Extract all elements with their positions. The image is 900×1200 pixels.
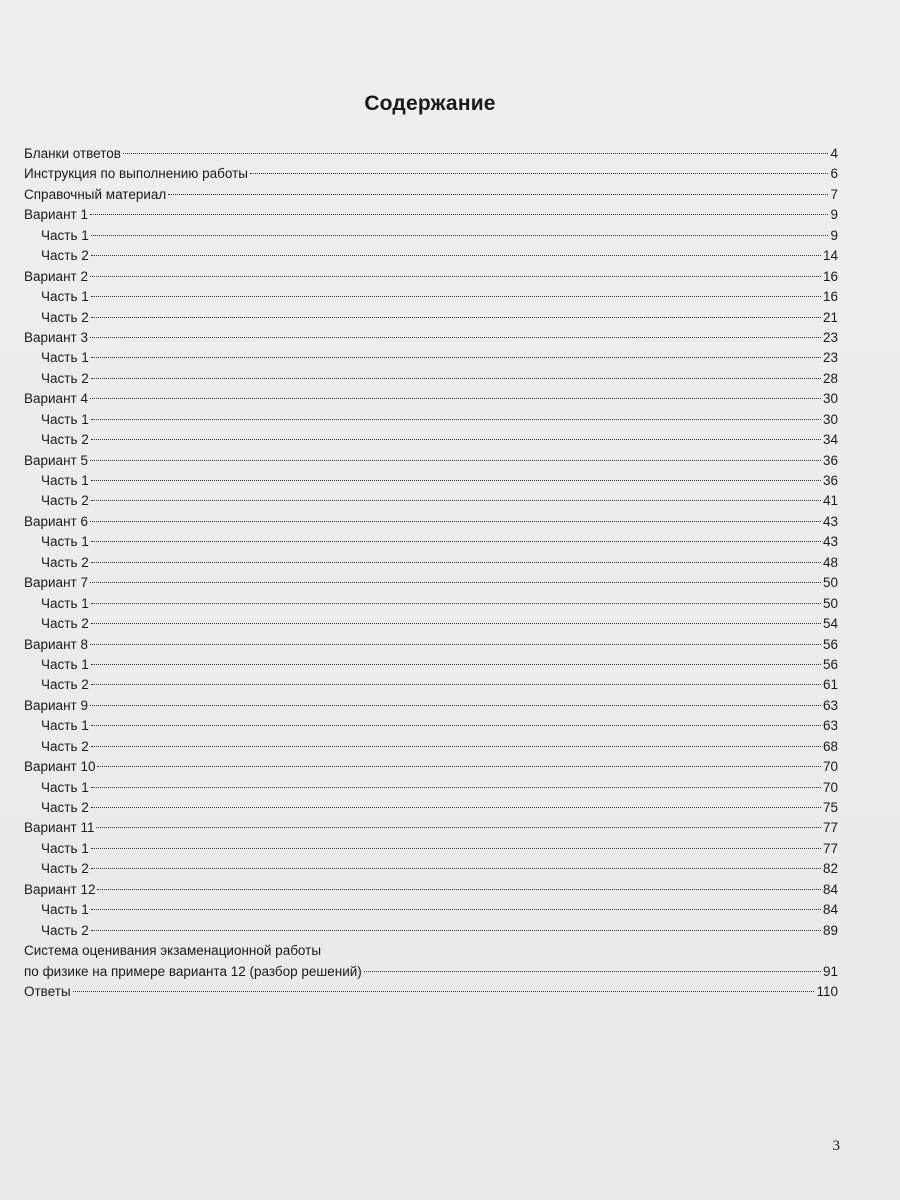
toc-entry	[24, 696, 838, 716]
toc-entry	[24, 144, 838, 164]
toc-entry-page: 50	[822, 595, 838, 611]
toc-entry	[24, 369, 838, 389]
toc-entry-label: Часть 2	[41, 554, 89, 570]
toc-entry-label: Ответы	[24, 983, 71, 999]
toc-leader-dots	[91, 562, 821, 563]
toc-entry-label: Часть 1	[41, 840, 89, 856]
toc-entry-label: Часть 2	[41, 800, 89, 815]
toc-entry	[24, 491, 838, 511]
toc-entry-label: Вариант 5	[24, 452, 88, 468]
toc-entry-page: 6	[830, 166, 838, 182]
toc-leader-dots	[90, 276, 821, 277]
toc-entry	[24, 982, 838, 1002]
toc-entry-label: Часть 2	[41, 370, 89, 386]
toc-leader-dots	[168, 194, 828, 195]
toc-entry-page: 70	[822, 759, 838, 775]
toc-entry	[24, 205, 838, 225]
toc-entry-label: Часть 1	[41, 656, 89, 672]
toc-entry-page: 4	[830, 146, 838, 161]
toc-leader-dots	[97, 766, 820, 767]
toc-entry-label: Вариант 6	[24, 513, 88, 529]
toc-entry-label: Инструкция по выполнению работы	[24, 166, 248, 182]
toc-leader-dots	[91, 848, 821, 849]
toc-leader-dots	[91, 357, 821, 358]
toc-entry	[24, 267, 838, 287]
toc-entry-label: Вариант 8	[24, 636, 88, 652]
toc-entry	[24, 532, 838, 552]
toc-leader-dots	[91, 746, 821, 747]
toc-entry	[24, 880, 838, 900]
toc-leader-dots	[91, 787, 821, 788]
toc-leader-dots	[91, 603, 821, 604]
toc-entry	[24, 410, 838, 430]
page-title: Содержание	[364, 92, 496, 115]
toc-entry-page: 75	[822, 800, 838, 815]
toc-entry	[24, 328, 838, 348]
toc-entry-label: Часть 1	[41, 718, 89, 734]
table-of-contents	[24, 144, 838, 1002]
toc-entry-page: 68	[822, 738, 838, 754]
toc-entry-label: Вариант 1	[24, 207, 88, 223]
toc-entry-page: 54	[822, 616, 838, 632]
toc-entry	[24, 675, 838, 695]
toc-leader-dots	[90, 705, 821, 706]
toc-entry-page: 110	[816, 983, 838, 999]
toc-entry-page: 63	[822, 718, 838, 734]
toc-leader-dots	[73, 991, 815, 992]
toc-entry	[24, 553, 838, 573]
toc-leader-dots	[91, 439, 821, 440]
toc-entry	[24, 900, 838, 920]
toc-leader-dots	[97, 889, 820, 890]
toc-entry-page: 41	[822, 493, 838, 509]
toc-entry-label: Часть 2	[41, 309, 89, 325]
toc-entry	[24, 430, 838, 450]
toc-leader-dots	[250, 173, 829, 174]
toc-entry-page: 30	[822, 391, 838, 407]
toc-entry-page: 36	[822, 452, 838, 468]
toc-entry-page: 89	[822, 922, 838, 938]
toc-entry-label: Часть 1	[41, 411, 89, 427]
toc-entry-label: Часть 2	[41, 738, 89, 754]
toc-entry	[24, 737, 838, 757]
toc-entry-page: 14	[822, 248, 838, 264]
toc-entry-page: 77	[822, 840, 838, 856]
toc-entry-page: 63	[822, 697, 838, 713]
toc-entry-label: Часть 2	[41, 493, 89, 509]
toc-leader-dots	[91, 684, 821, 685]
toc-leader-dots	[91, 807, 821, 808]
toc-entry-label: Часть 2	[41, 616, 89, 632]
toc-entry	[24, 164, 838, 184]
toc-leader-dots	[91, 930, 821, 931]
toc-entry-label: Часть 1	[41, 350, 89, 366]
toc-entry-page: 21	[822, 309, 838, 325]
toc-entry-label: Часть 1	[41, 534, 89, 550]
toc-entry-page: 43	[822, 513, 838, 529]
toc-leader-dots	[91, 255, 821, 256]
toc-entry	[24, 818, 838, 838]
toc-entry-page: 91	[822, 963, 838, 979]
toc-entry-page: 30	[822, 411, 838, 427]
toc-leader-dots	[91, 541, 821, 542]
toc-leader-dots	[91, 235, 829, 236]
toc-entry-page: 23	[822, 350, 838, 366]
toc-entry	[24, 757, 838, 777]
toc-entry-label: Вариант 4	[24, 391, 88, 407]
toc-entry-label: Вариант 12	[24, 881, 96, 897]
page-number: 3	[832, 1138, 840, 1154]
toc-entry-label: Система оценивания экзаменационной работы	[24, 943, 322, 959]
toc-entry	[24, 839, 838, 859]
toc-entry	[24, 798, 838, 818]
toc-leader-dots	[90, 214, 829, 215]
toc-entry-label: Часть 1	[41, 227, 89, 243]
toc-entry	[24, 389, 838, 409]
toc-entry-label: Вариант 2	[24, 268, 88, 284]
toc-entry-page: 23	[822, 329, 838, 345]
toc-entry	[24, 512, 838, 532]
toc-entry-page: 48	[822, 554, 838, 570]
toc-entry	[24, 348, 838, 368]
toc-entry-label: Вариант 10	[24, 759, 96, 775]
toc-entry-page: 50	[822, 575, 838, 591]
toc-entry	[24, 614, 838, 634]
toc-entry-page: 77	[822, 820, 838, 836]
toc-leader-dots	[90, 644, 821, 645]
toc-leader-dots	[91, 296, 821, 297]
toc-entry-page: 16	[822, 268, 838, 284]
toc-leader-dots	[90, 521, 821, 522]
toc-entry-label: Часть 1	[41, 902, 89, 918]
toc-entry-label: Вариант 7	[24, 575, 88, 591]
toc-leader-dots	[123, 153, 829, 154]
toc-entry-label: Часть 2	[41, 861, 89, 877]
toc-entry	[24, 921, 838, 941]
toc-entry-label: Бланки ответов	[24, 146, 121, 161]
toc-leader-dots	[90, 337, 821, 338]
toc-entry-label: Часть 1	[41, 595, 89, 611]
toc-entry-label: Часть 1	[41, 473, 89, 488]
toc-leader-dots	[91, 419, 821, 420]
toc-entry-page: 84	[822, 881, 838, 897]
toc-entry-label: Часть 1	[41, 289, 89, 305]
toc-entry-page: 56	[822, 636, 838, 652]
toc-leader-dots	[91, 664, 821, 665]
toc-entry-label: Вариант 3	[24, 329, 88, 345]
toc-entry	[24, 859, 838, 879]
toc-entry-page: 9	[830, 227, 838, 243]
toc-leader-dots	[90, 398, 821, 399]
toc-entry-label: Часть 2	[41, 677, 89, 693]
toc-leader-dots	[91, 480, 821, 481]
toc-leader-dots	[90, 582, 821, 583]
toc-entry-label: Часть 1	[41, 779, 89, 795]
toc-entry-label: Часть 2	[41, 922, 89, 938]
toc-entry	[24, 226, 838, 246]
toc-leader-dots	[96, 827, 820, 828]
toc-entry	[24, 635, 838, 655]
toc-entry-page: 34	[822, 432, 838, 448]
toc-leader-dots	[91, 868, 821, 869]
toc-leader-dots	[91, 909, 821, 910]
toc-entry-page: 82	[822, 861, 838, 877]
toc-entry	[24, 594, 838, 614]
toc-entry-page: 28	[822, 370, 838, 386]
toc-entry	[24, 573, 838, 593]
toc-leader-dots	[90, 460, 821, 461]
toc-entry-page: 56	[822, 656, 838, 672]
toc-entry-label: Вариант 11	[24, 820, 95, 836]
toc-leader-dots	[91, 317, 821, 318]
toc-entry-label: Часть 2	[41, 248, 89, 264]
toc-entry-page: 43	[822, 534, 838, 550]
toc-entry	[24, 655, 838, 675]
toc-entry-page: 84	[822, 902, 838, 918]
toc-entry-grading	[24, 941, 838, 982]
toc-entry-label: Справочный материал	[24, 186, 167, 202]
toc-entry	[24, 471, 838, 491]
toc-entry-label: Часть 2	[41, 432, 89, 448]
toc-entry-page: 70	[822, 779, 838, 795]
toc-entry-page: 36	[822, 473, 838, 488]
toc-entry	[24, 308, 838, 328]
toc-entry	[24, 246, 838, 266]
toc-entry	[24, 185, 838, 205]
toc-leader-dots	[364, 971, 821, 972]
toc-leader-dots	[91, 725, 821, 726]
toc-leader-dots	[91, 623, 821, 624]
toc-entry-page: 61	[822, 677, 838, 693]
toc-leader-dots	[91, 378, 821, 379]
toc-entry	[24, 716, 838, 736]
toc-entry-label: Вариант 9	[24, 697, 88, 713]
toc-entry	[24, 451, 838, 471]
toc-entry-line2	[24, 962, 838, 982]
toc-entry	[24, 778, 838, 798]
toc-entry-label: по физике на примере варианта 12 (разбор решений)	[24, 963, 362, 979]
toc-entry-page: 7	[830, 186, 838, 202]
toc-entry	[24, 287, 838, 307]
toc-entry-page: 16	[822, 289, 838, 305]
toc-entry-page: 9	[830, 207, 838, 223]
toc-leader-dots	[91, 500, 821, 501]
